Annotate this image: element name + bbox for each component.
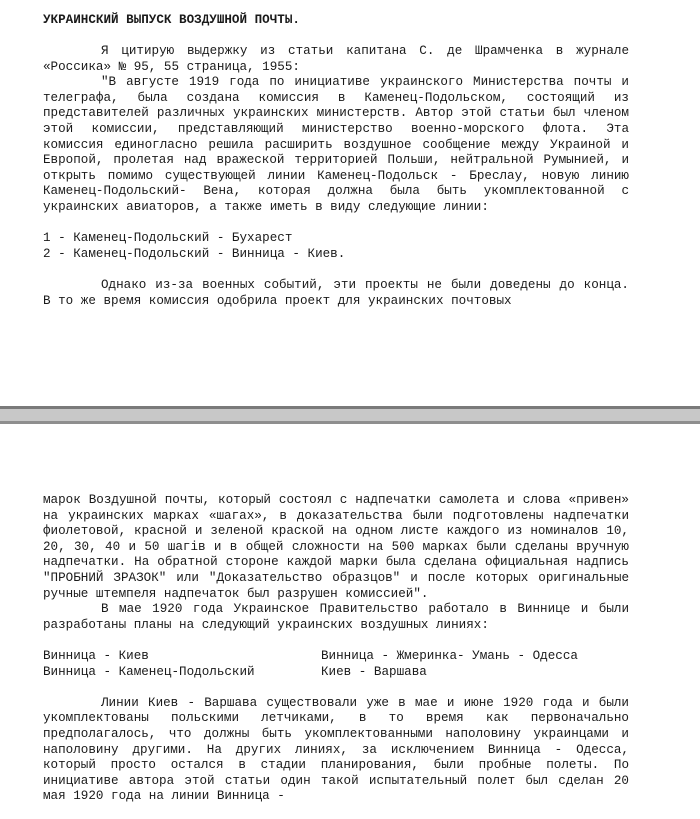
stamp-paragraph: марок Воздушной почты, который состоял с надпечатки самолета и слова «привен» на украинских марках «шагах», в доказательства были подготовлены надпечатки фиолетовой, красной и зеленой краской на одном листе каждого из номиналов 10, 20, 30, 40 и 50 шагiв и в общей сложности на 500 марках были сделаны вручную надпечатки. На обратной стороне каждой марки была сделана официальная надпись "ПРОБНИЙ ЗРАЗОК" или "Доказательство образцов" и после которых оригинальные ручные штемпеля надпечаток был разрушен комиссией". — [43, 493, 629, 601]
page-2-body — [43, 493, 629, 805]
routes-row-1 — [43, 649, 629, 665]
route-left: Винница - Киев — [43, 648, 149, 663]
may-1920-paragraph: В мае 1920 года Украинское Правительство работало в Виннице и были разработаны планы на следующий украинских воздушных линиях: — [43, 602, 629, 632]
continuation-paragraph: Однако из-за военных событий, эти проекты не были доведены до конца. В то же время комиссия одобрила проект для украинских почтовых — [43, 277, 629, 308]
spacer — [43, 680, 629, 696]
intro-paragraph: Я цитирую выдержку из статьи капитана С. де Шрамченка в журнале «Россика» № 95, 55 страница, 1955: — [43, 44, 629, 74]
spacer — [43, 216, 629, 232]
document-heading: УКРАИНСКИЙ ВЫПУСК ВОЗДУШНОЙ ПОЧТЫ. — [43, 13, 300, 27]
route-right: Киев - Варшава — [321, 664, 427, 679]
spacer — [43, 262, 629, 278]
spacer — [43, 633, 629, 649]
routes-row-2 — [43, 665, 629, 681]
route-right: Винница - Жмеринка- Умань - Одесса — [321, 648, 578, 663]
quote-paragraph: "В августе 1919 года по инициативе украинского Министерства почты и телеграфа, была создана комиссия в Каменец-Подольском, состоящий из представителей различных украинских министерств. Автор этой статьи был членом этой комиссии, представляющий министерство военно-морского флота. Эта комиссия единогласно решила расширить воздушное сообщение между Украиной и Европой, пролетая над вражеской территорией Польши, нейтральной Румынией, и открыть помимо существующей линии Каменец-Подольск - Бреслау, новую линию Каменец-Подольский- Вена, которая должна была быть укомплектованной с украинских авиаторов, а также иметь в виду следующие линии: — [43, 75, 629, 214]
page-separator — [0, 406, 700, 424]
route-left: Винница - Каменец-Подольский — [43, 664, 255, 679]
document-page-2 — [0, 424, 700, 819]
document-page-1 — [0, 0, 700, 406]
route-list-item-2: 2 - Каменец-Подольский - Винница - Киев. — [43, 246, 346, 261]
page-1-body — [43, 44, 629, 309]
route-list-item-1: 1 - Каменец-Подольский - Бухарест — [43, 231, 293, 246]
kiev-warsaw-paragraph: Линии Киев - Варшава существовали уже в мае и июне 1920 года и были укомплектованы польскими летчиками, в то время как первоначально предполагалось, что должны быть укомплектованными наполовину украинцами и наполовину другими. На других линиях, за исключением Винница - Одесса, который просто остался в стадии планирования, были пробные полеты. По инициативе автора этой статьи один такой испытательный полет был сделан 20 мая 1920 года на линии Винница - — [43, 695, 629, 804]
